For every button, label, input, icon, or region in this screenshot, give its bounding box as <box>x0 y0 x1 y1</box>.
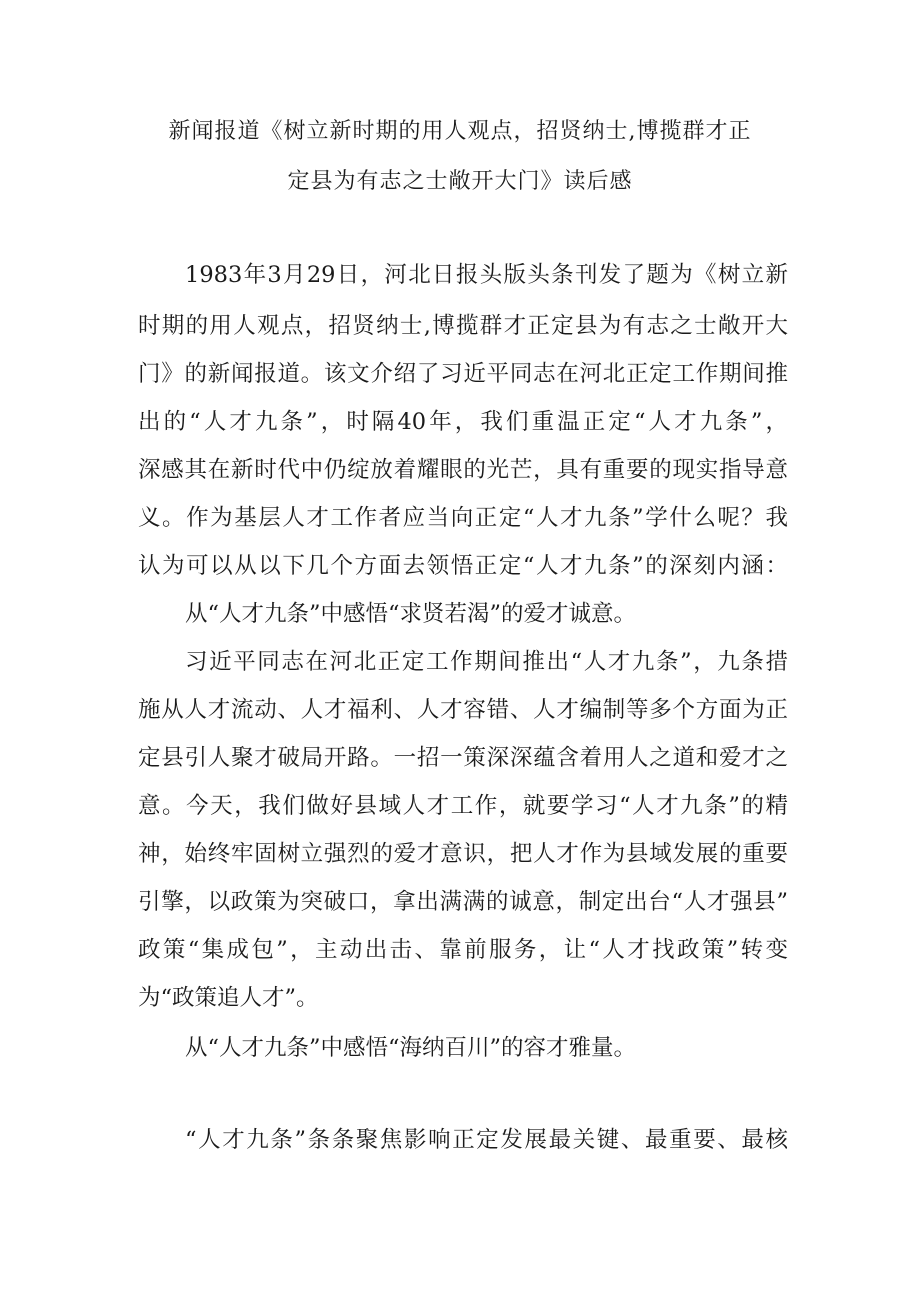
section-heading-1: 从“人才九条”中感悟“求贤若渴”的爱才诚意。 <box>185 601 637 627</box>
paragraph-2-line-2: 施从人才流动、人才福利、人才容错、人才编制等多个方面为正 <box>138 697 788 723</box>
document-title-line-2: 定县为有志之士敞开大门》读后感 <box>287 169 633 194</box>
section-heading-2: 从“人才九条”中感悟“海纳百川”的容才雅量。 <box>185 1035 637 1061</box>
paragraph-1-line-6: 义。作为基层人才工作者应当向正定“人才九条”学什么呢？我 <box>138 505 788 531</box>
paragraph-2-line-4: 意。今天，我们做好县域人才工作，就要学习“人才九条”的精 <box>138 793 788 819</box>
paragraph-2-line-3: 定县引人聚才破局开路。一招一策深深蕴含着用人之道和爱才之 <box>138 745 788 771</box>
paragraph-1-line-3: 门》的新闻报道。该文介绍了习近平同志在河北正定工作期间推 <box>138 361 788 387</box>
paragraph-1-line-4: 出的“人才九条”，时隔40年，我们重温正定“人才九条”， <box>138 409 788 435</box>
paragraph-2-line-7: 政策“集成包”，主动出击、靠前服务，让“人才找政策”转变 <box>138 937 788 963</box>
paragraph-1-line-2: 时期的用人观点，招贤纳士,博揽群才正定县为有志之士敞开大 <box>138 313 788 339</box>
paragraph-1-line-7: 认为可以从以下几个方面去领悟正定“人才九条”的深刻内涵： <box>138 553 788 579</box>
paragraph-3-line-1: “人才九条”条条聚焦影响正定发展最关键、最重要、最核 <box>185 1127 788 1153</box>
paragraph-1-line-1: 1983年3月29日，河北日报头版头条刊发了题为《树立新 <box>185 262 788 288</box>
paragraph-2-line-6: 引擎，以政策为突破口，拿出满满的诚意，制定出台“人才强县” <box>138 889 788 915</box>
paragraph-1-line-5: 深感其在新时代中仍绽放着耀眼的光芒，具有重要的现实指导意 <box>138 457 788 483</box>
paragraph-2-line-8: 为“政策追人才”。 <box>138 985 319 1011</box>
paragraph-2-line-1: 习近平同志在河北正定工作期间推出“人才九条”，九条措 <box>185 649 788 675</box>
paragraph-2-line-5: 神，始终牢固树立强烈的爱才意识，把人才作为县域发展的重要 <box>138 841 788 867</box>
document-title-line-1: 新闻报道《树立新时期的用人观点，招贤纳士,博揽群才正 <box>168 119 752 144</box>
